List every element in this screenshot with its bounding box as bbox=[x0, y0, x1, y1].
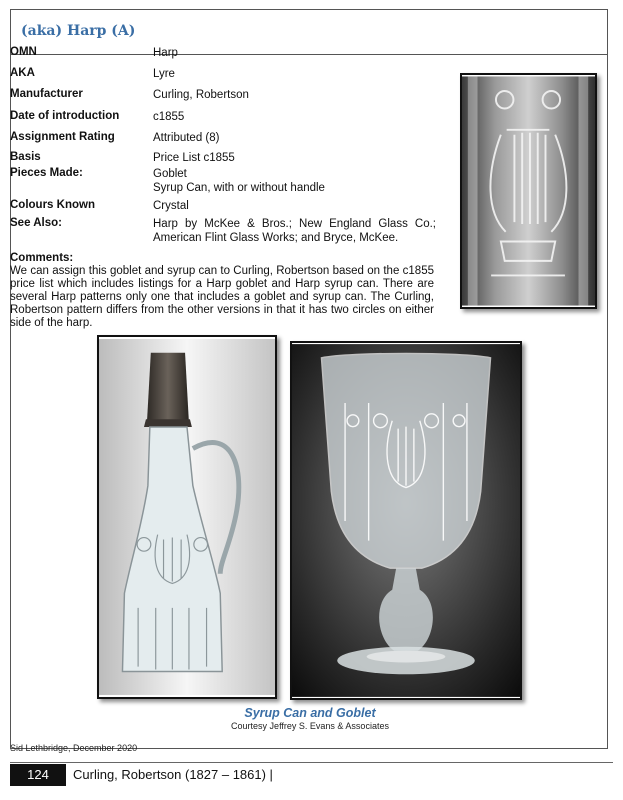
property-value: Goblet Syrup Can, with or without handle bbox=[153, 168, 325, 194]
comments-text: We can assign this goblet and syrup can to Curling, Robertson based on the c1855 price list which includes listings for a Harp goblet and Harp syrup can. There are several Harp patterns only one that includes a goblet and syrup can. The Curling, Robertson pattern differs from the other versions in that it has two circles on either side of the harp. bbox=[10, 265, 434, 329]
property-label: Colours Known bbox=[10, 199, 95, 211]
syrup-can-photo bbox=[97, 335, 277, 699]
property-label: AKA bbox=[10, 67, 35, 79]
property-row bbox=[10, 199, 436, 217]
goblet-image bbox=[292, 343, 520, 698]
goblet-photo bbox=[290, 341, 522, 700]
property-label: Basis bbox=[10, 151, 41, 163]
property-value: Attributed (8) bbox=[153, 132, 220, 144]
property-label: Manufacturer bbox=[10, 88, 83, 100]
property-row bbox=[10, 217, 436, 253]
harp-detail-image bbox=[462, 75, 595, 307]
property-label: See Also: bbox=[10, 217, 62, 229]
property-value: Crystal bbox=[153, 200, 189, 212]
property-value: Harp bbox=[153, 47, 178, 59]
footer-divider bbox=[10, 762, 613, 763]
property-row bbox=[10, 110, 436, 131]
property-row bbox=[10, 167, 436, 199]
property-label: Pieces Made: bbox=[10, 167, 83, 179]
properties-table bbox=[10, 46, 436, 253]
figure-caption bbox=[180, 706, 440, 731]
property-row bbox=[10, 67, 436, 88]
property-row bbox=[10, 88, 436, 110]
harp-detail-photo bbox=[460, 73, 597, 309]
property-label: Assignment Rating bbox=[10, 131, 115, 143]
property-row bbox=[10, 131, 436, 151]
property-label: Date of introduction bbox=[10, 110, 120, 122]
property-value: Price List c1855 bbox=[153, 152, 235, 164]
caption-credit: Courtesy Jeffrey S. Evans & Associates bbox=[231, 721, 389, 731]
property-value: Lyre bbox=[153, 68, 175, 80]
property-value: Curling, Robertson bbox=[153, 89, 249, 101]
page-title: (aka) Harp (A) bbox=[21, 23, 136, 39]
property-value: c1855 bbox=[153, 111, 185, 123]
syrup-can-image bbox=[99, 337, 275, 697]
caption-title: Syrup Can and Goblet bbox=[244, 706, 376, 720]
running-head: Curling, Robertson (1827 – 1861) | bbox=[73, 767, 273, 782]
property-row bbox=[10, 151, 436, 167]
comments-label: Comments: bbox=[10, 252, 74, 264]
property-row bbox=[10, 46, 436, 67]
property-label: OMN bbox=[10, 46, 37, 58]
property-value: Harp by McKee & Bros.; New England Glass Co.; American Flint Glass Works; and Bryce, McKee. bbox=[153, 218, 436, 244]
page-number: 124 bbox=[10, 764, 66, 786]
author-note: Sid Lethbridge, December 2020 bbox=[10, 743, 138, 753]
